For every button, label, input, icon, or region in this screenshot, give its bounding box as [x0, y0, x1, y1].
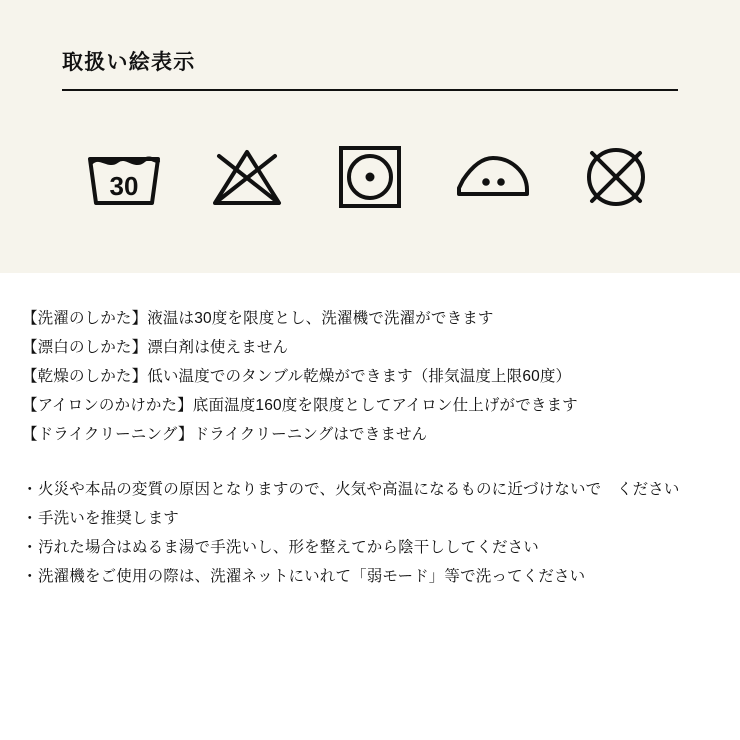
bullet-mark: ・	[22, 539, 38, 556]
list-item	[22, 562, 728, 591]
instruction-item: 【ドライクリーニング】ドライクリーニングはできません	[22, 426, 428, 443]
note-text: 汚れた場合はぬるま湯で手洗いし、形を整えてから陰干ししてください	[38, 539, 539, 556]
list-item	[22, 504, 728, 533]
content-panel	[0, 273, 740, 740]
instruction-item: 【洗濯のしかた】液温は30度を限度とし、洗濯機で洗濯ができます	[22, 310, 494, 327]
iron-two-dots-symbol	[431, 132, 554, 222]
note-text: 火災や本品の変質の原因となりますので、火気や高温になるものに近づけないで ください	[38, 481, 680, 498]
do-not-dryclean-symbol	[554, 132, 677, 222]
title-block	[62, 50, 678, 91]
svg-text:30: 30	[109, 171, 138, 201]
bullet-mark: ・	[22, 510, 38, 527]
tumble-dry-low-symbol	[308, 132, 431, 222]
header-panel	[0, 0, 740, 273]
title-divider	[62, 89, 678, 91]
note-list	[22, 475, 728, 591]
page-title: 取扱い絵表示	[62, 51, 196, 74]
note-text: 洗濯機をご使用の際は、洗濯ネットにいれて「弱モード」等で洗ってください	[38, 568, 586, 585]
instruction-item: 【乾燥のしかた】低い温度でのタンブル乾燥ができます（排気温度上限60度）	[22, 368, 572, 385]
instruction-item: 【漂白のしかた】漂白剤は使えません	[22, 339, 289, 356]
list-item	[22, 475, 728, 504]
washing-machine-30-symbol	[62, 132, 185, 222]
list-item	[22, 533, 728, 562]
care-symbol-row	[62, 132, 678, 222]
note-text: 手洗いを推奨します	[38, 510, 179, 527]
bullet-mark: ・	[22, 481, 38, 498]
instruction-list	[22, 304, 722, 449]
instruction-item: 【アイロンのかけかた】底面温度160度を限度としてアイロン仕上げができます	[22, 397, 578, 414]
bullet-mark: ・	[22, 568, 38, 585]
do-not-bleach-symbol	[185, 132, 308, 222]
